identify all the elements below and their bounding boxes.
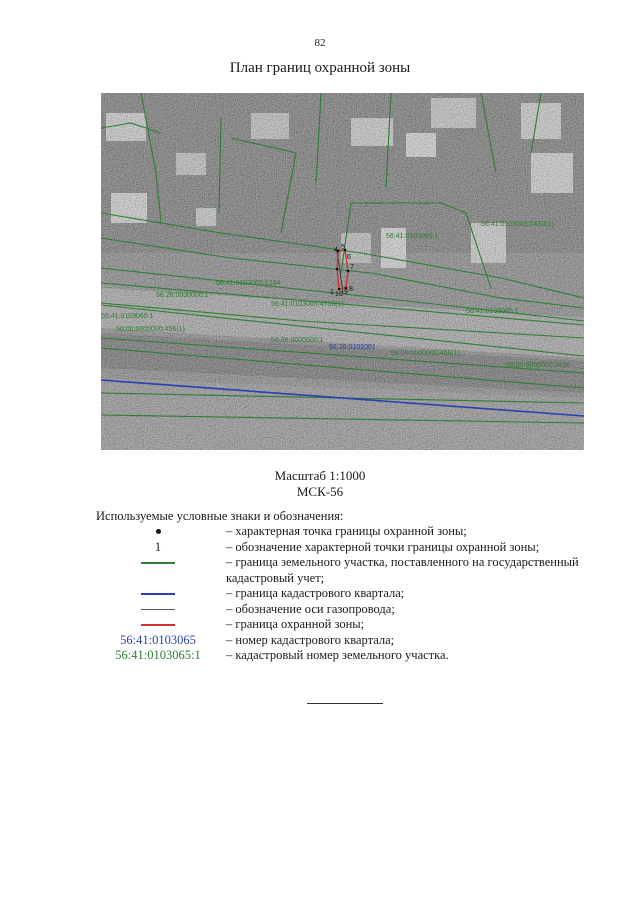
legend-row xyxy=(96,524,596,540)
legend-row xyxy=(96,633,596,649)
point-label: 8 xyxy=(349,286,353,293)
scale-block xyxy=(0,468,640,500)
legend-row xyxy=(96,540,596,556)
parcel-label: 56:41:0103065:1234 xyxy=(216,280,281,287)
parcel-label: 56:00:0000000:456(1) xyxy=(391,350,460,357)
legend-symbol-text: 56:41:0103065:1 xyxy=(115,648,201,662)
legend-text: – граница охранной зоны; xyxy=(226,617,365,631)
parcel-label: 56:26:0000000:1 xyxy=(156,292,209,299)
legend-row xyxy=(96,648,596,664)
parcel-label: 56:00:0000000:456(1) xyxy=(116,326,185,333)
point-label: 10 xyxy=(335,291,343,298)
scale-text: Масштаб 1:1000 xyxy=(274,468,366,483)
parcel-label: 56:41:0103065:4758(1) xyxy=(271,301,344,308)
legend-text: – граница земельного участка, поставленного на государственный кадастровый учет; xyxy=(226,555,579,585)
pipeline-line-icon xyxy=(141,609,175,610)
point-label: 1 xyxy=(330,289,334,296)
point-label: 4 xyxy=(334,247,338,254)
parcel-label: 56:41:0103065:1 xyxy=(386,233,439,240)
point-marker-icon xyxy=(156,529,161,534)
parcel-label: 56:41:0103065:2450(1) xyxy=(481,221,554,228)
orthophoto-map xyxy=(101,93,584,450)
legend-row xyxy=(96,586,596,602)
legend-row xyxy=(96,555,596,586)
quarter-line-icon xyxy=(141,593,175,595)
coordinate-system: МСК-56 xyxy=(296,484,344,499)
legend-text: – номер кадастрового квартала; xyxy=(226,632,395,647)
zone-line-icon xyxy=(141,624,175,626)
legend-symbol-text: 1 xyxy=(154,539,162,554)
point-label: 7 xyxy=(350,264,354,271)
parcel-label: 56:00:0000000:3456 xyxy=(506,362,571,369)
page-title: План границ охранной зоны xyxy=(229,60,411,76)
legend-title: Используемые условные знаки и обозначения: xyxy=(96,509,344,523)
legend-text: – кадастровый номер земельного участка. xyxy=(226,648,449,662)
page-number: 82 xyxy=(314,37,326,49)
parcel-label: 56:41:0103065:1 xyxy=(101,313,154,320)
parcel-line-icon xyxy=(141,562,175,564)
point-label: 5 xyxy=(341,244,345,251)
parcel-label: 56:41:0103065:1 xyxy=(466,308,519,315)
point-label: 9 xyxy=(344,289,348,296)
parcel-label: 56:26:0000000:1 xyxy=(271,337,324,344)
legend-row xyxy=(96,602,596,618)
separator-line xyxy=(307,703,383,704)
legend-row xyxy=(96,617,596,633)
legend-text: – обозначение оси газопровода; xyxy=(226,601,395,616)
legend-symbol-text: 56:41:0103065 xyxy=(120,632,196,647)
legend-text: – обозначение характерной точки границы охранной зоны; xyxy=(226,539,540,554)
legend xyxy=(96,524,596,664)
legend-text: – характерная точка границы охранной зоны; xyxy=(226,524,467,538)
quarter-label: 56:26:0101001 xyxy=(329,344,376,351)
legend-text: – граница кадастрового квартала; xyxy=(226,586,405,600)
point-label: 6 xyxy=(347,254,351,261)
